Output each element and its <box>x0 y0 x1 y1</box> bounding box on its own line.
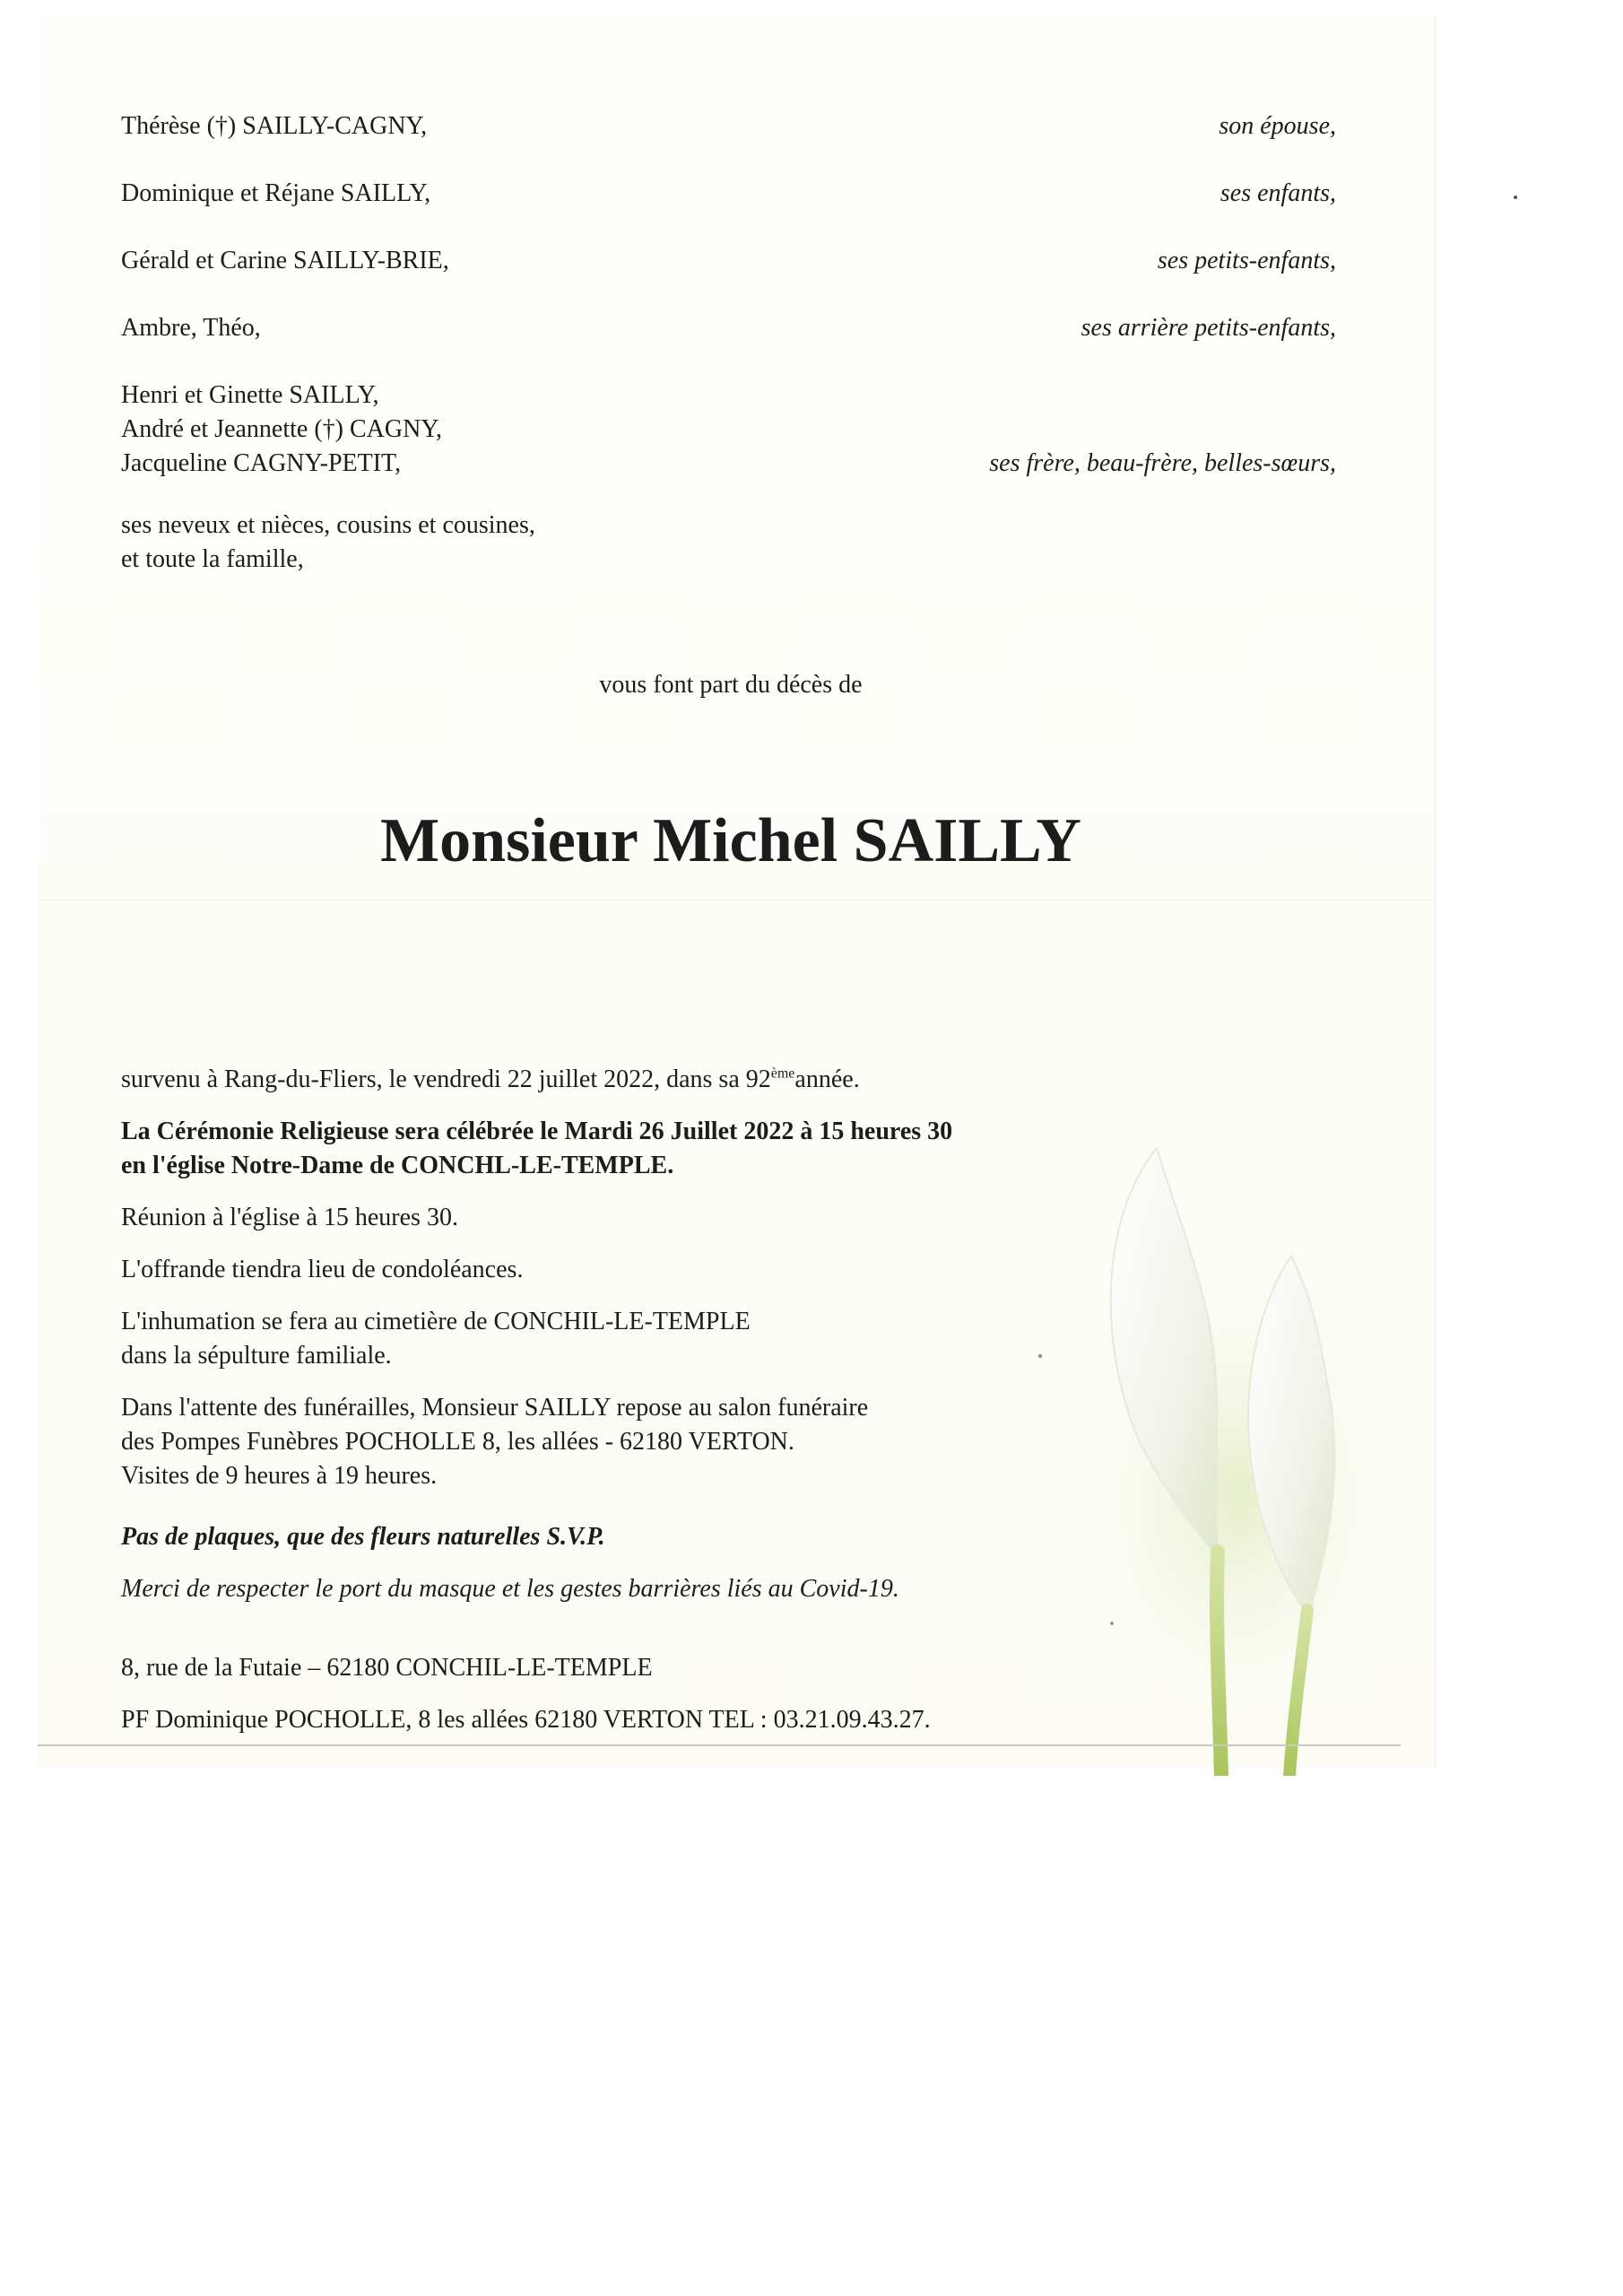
announcement-intro: vous font part du décès de <box>599 671 863 699</box>
death-line <box>121 1063 860 1097</box>
family-name: Jacqueline CAGNY-PETIT, <box>121 449 402 477</box>
deceased-name: Monsieur Michel SAILLY <box>380 806 1081 875</box>
family-name: ses neveux et nièces, cousins et cousines, <box>121 511 535 539</box>
funeral-home-line: PF Dominique POCHOLLE, 8 les allées 62180 VERTON TEL : 03.21.09.43.27. <box>121 1706 931 1734</box>
family-name: Thérèse (†) SAILLY-CAGNY, <box>121 112 428 140</box>
family-relation: ses petits-enfants, <box>1157 247 1336 274</box>
family-relation: ses frère, beau-frère, belles-sœurs, <box>989 449 1336 477</box>
offering-line: L'offrande tiendra lieu de condoléances. <box>121 1256 524 1283</box>
no-plaques-note: Pas de plaques, que des fleurs naturelles S.V.P. <box>121 1523 605 1551</box>
family-name: Gérald et Carine SAILLY-BRIE, <box>121 247 449 274</box>
bottom-rule <box>38 1744 1401 1746</box>
burial-line: dans la sépulture familiale. <box>121 1342 392 1370</box>
scan-speck <box>1110 1622 1114 1625</box>
scan-speck <box>1038 1354 1042 1358</box>
wait-line: Visites de 9 heures à 19 heures. <box>121 1462 438 1490</box>
scan-speck <box>1514 196 1517 199</box>
family-relation: ses enfants, <box>1219 179 1336 207</box>
burial-line: L'inhumation se fera au cimetière de CONCHIL-LE-TEMPLE <box>121 1308 751 1335</box>
calla-stem-left <box>1217 1552 1221 1776</box>
wait-line: des Pompes Funèbres POCHOLLE 8, les allées - 62180 VERTON. <box>121 1428 794 1456</box>
death-line-end: année. <box>794 1065 860 1093</box>
family-name: Ambre, Théo, <box>121 314 261 342</box>
family-address: 8, rue de la Futaie – 62180 CONCHIL-LE-TEMPLE <box>121 1654 653 1682</box>
family-name: Henri et Ginette SAILLY, <box>121 381 379 409</box>
covid-note: Merci de respecter le port du masque et les gestes barrières liés au Covid-19. <box>121 1575 899 1603</box>
death-line-text: survenu à Rang-du-Fliers, le vendredi 22 juillet 2022, dans sa 92 <box>121 1065 771 1093</box>
family-relation: son épouse, <box>1219 112 1336 140</box>
family-name: et toute la famille, <box>121 545 304 573</box>
wait-line: Dans l'attente des funérailles, Monsieur SAILLY repose au salon funéraire <box>121 1394 869 1422</box>
family-relation: ses arrière petits-enfants, <box>1081 314 1336 342</box>
reunion-line: Réunion à l'église à 15 heures 30. <box>121 1204 458 1231</box>
death-line-sup: ème <box>770 1065 795 1082</box>
family-name: Dominique et Réjane SAILLY, <box>121 179 431 207</box>
ceremony-line: La Cérémonie Religieuse sera célébrée le Mardi 26 Juillet 2022 à 15 heures 30 <box>121 1118 953 1145</box>
calla-lily-illustration <box>1058 1148 1399 1776</box>
ceremony-line: en l'église Notre-Dame de CONCHL-LE-TEMPLE. <box>121 1152 674 1179</box>
card-edge <box>1435 16 1436 1767</box>
family-name: André et Jeannette (†) CAGNY, <box>121 415 442 443</box>
